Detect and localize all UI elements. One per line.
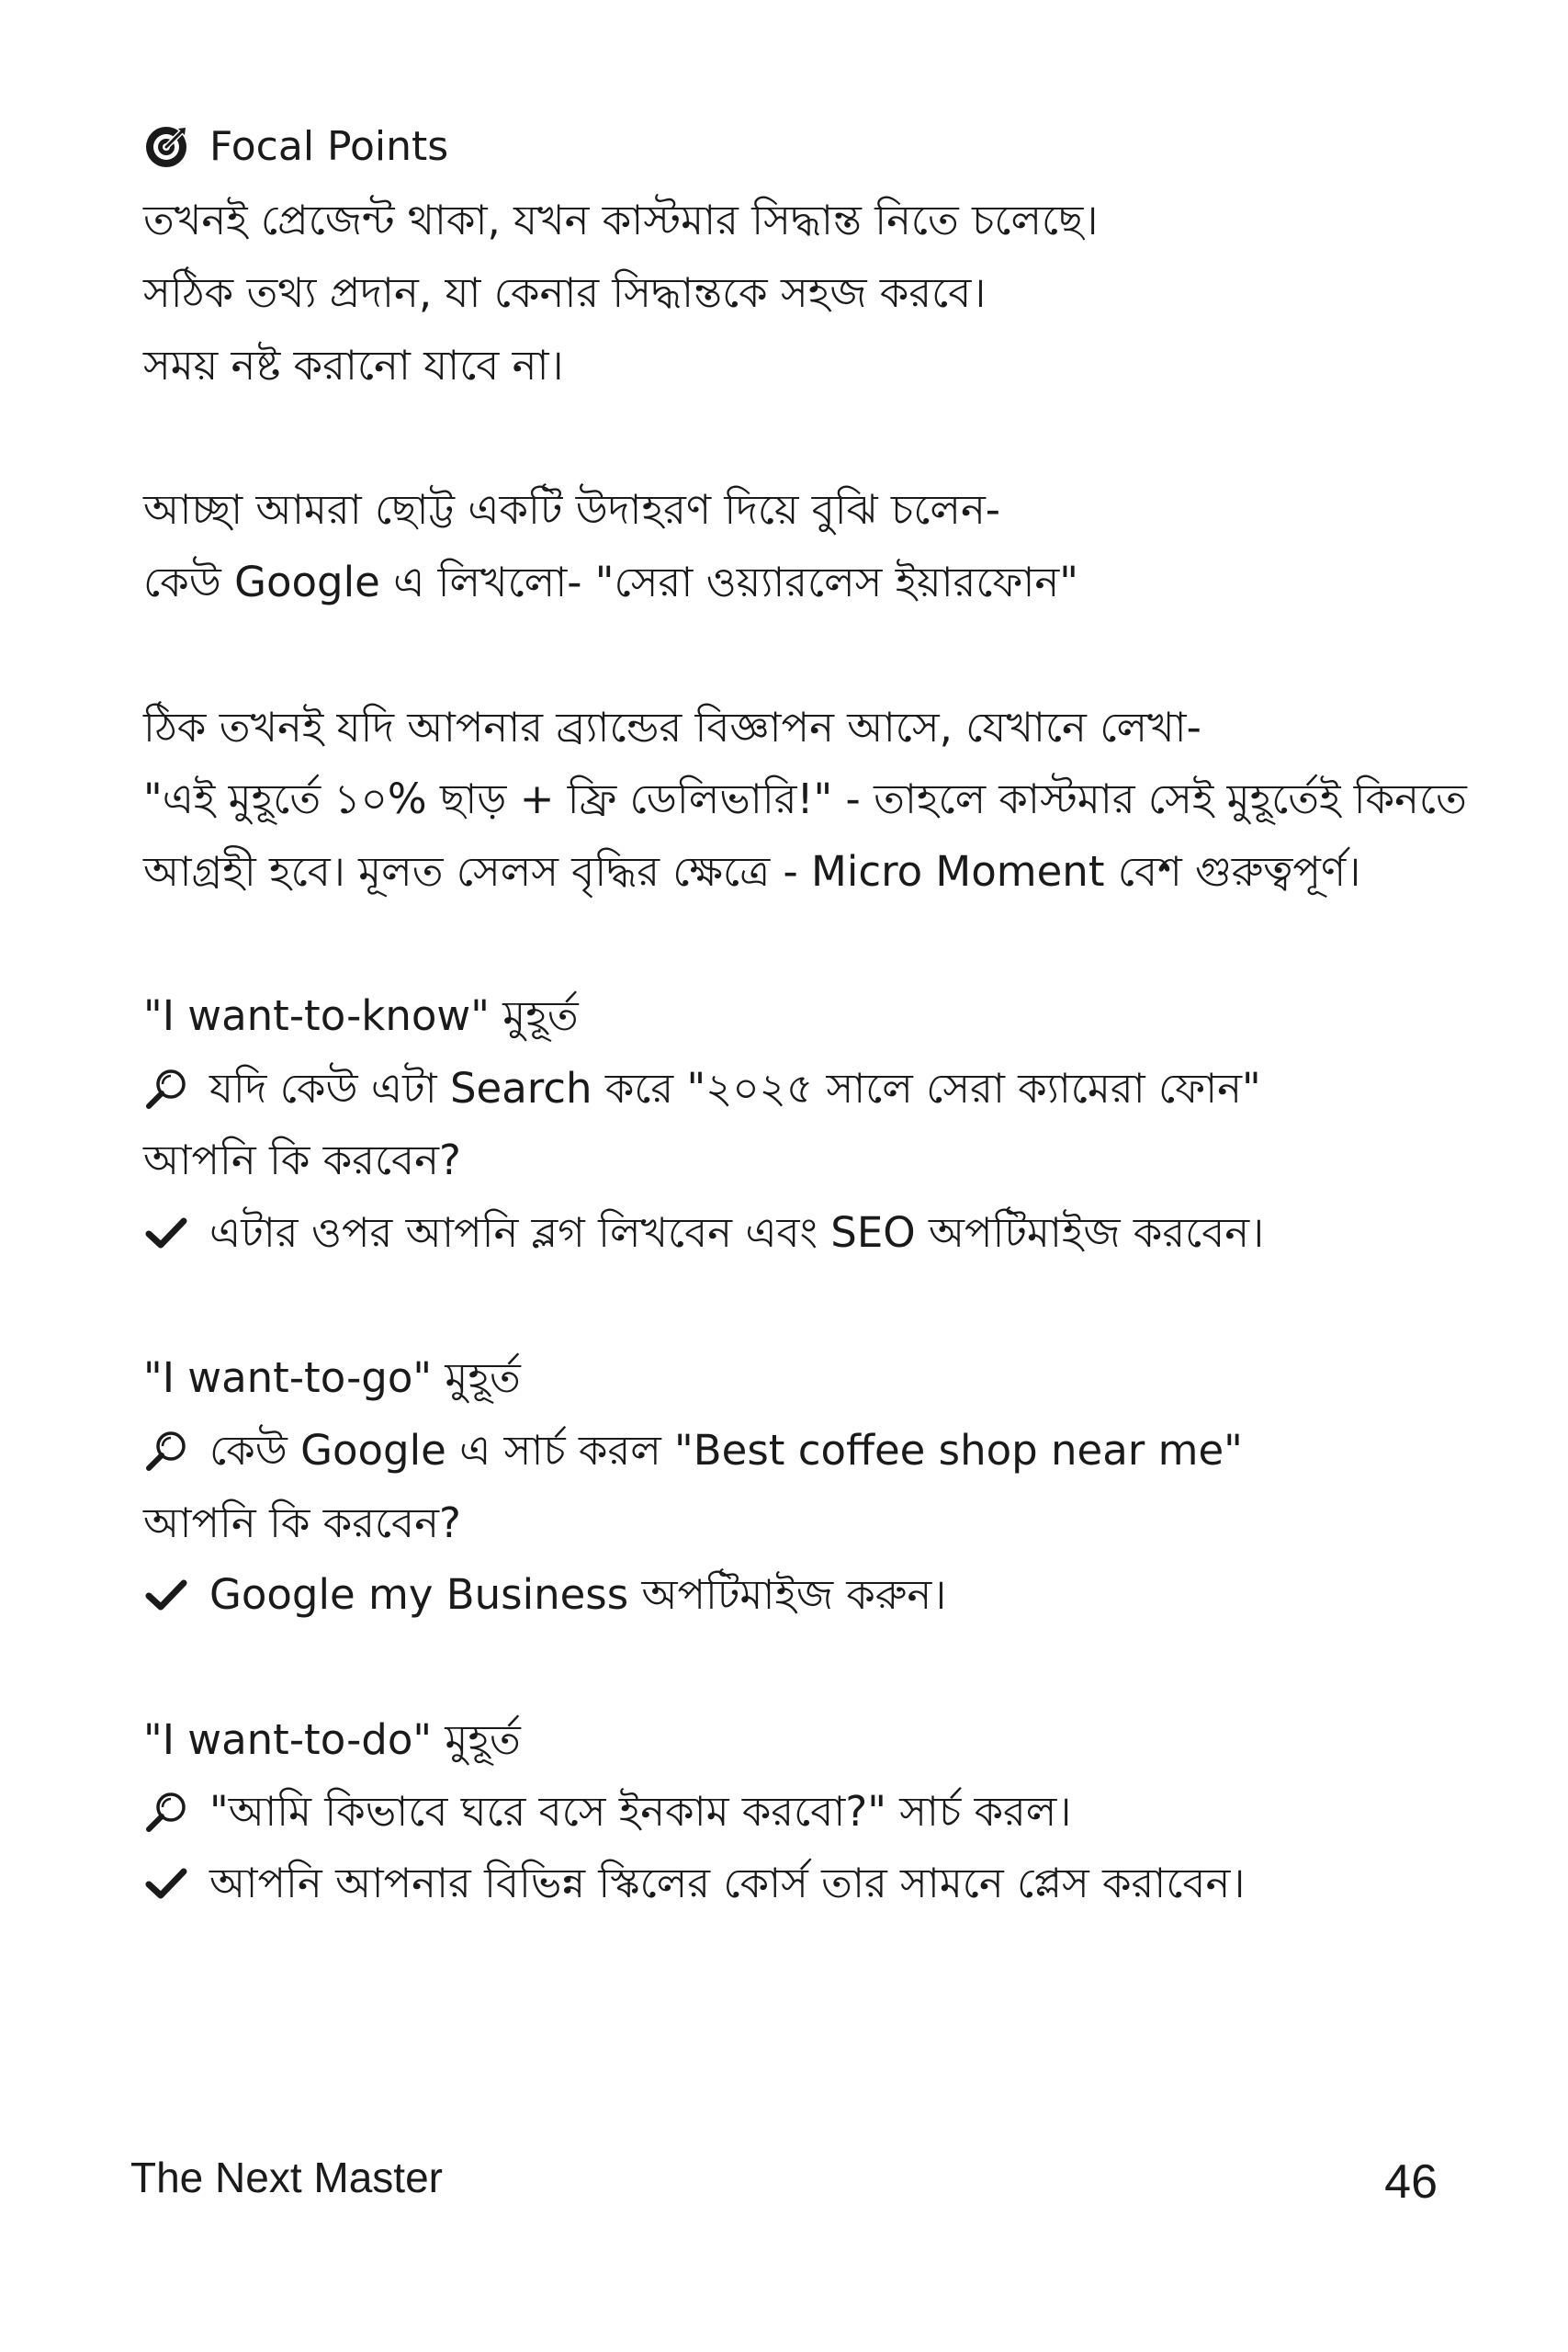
moment-go-search-text: কেউ Google এ সার্চ করল "Best coffee shop near me" bbox=[209, 1426, 1243, 1475]
moment-know-answer bbox=[143, 1205, 1264, 1261]
moment-know-question: আপনি কি করবেন? bbox=[143, 1136, 461, 1184]
moment-do-answer bbox=[143, 1856, 1245, 1911]
moment-go-answer-text: Google my Business অপটিমাইজ করুন। bbox=[209, 1570, 947, 1619]
checkmark-icon bbox=[143, 1210, 189, 1256]
example-line-1: আচ্ছা আমরা ছোট্ট একটি উদাহরণ দিয়ে বুঝি চলেন- bbox=[143, 485, 1001, 534]
magnifier-icon bbox=[143, 1066, 189, 1112]
moment-know-search-text: যদি কেউ এটা Search করে "২০২৫ সালে সেরা ক্যামেরা ফোন" bbox=[209, 1064, 1261, 1113]
magnifier-icon bbox=[143, 1789, 189, 1835]
focal-points-heading bbox=[143, 119, 448, 175]
focal-line-2: সঠিক তথ্য প্রদান, যা কেনার সিদ্ধান্তকে সহজ করবে। bbox=[143, 268, 987, 317]
example-line-2: কেউ Google এ লিখলো- "সেরা ওয়্যারলেস ইয়ারফোন" bbox=[143, 558, 1078, 606]
moment-know-answer-text: এটার ওপর আপনি ব্লগ লিখবেন এবং SEO অপটিমাইজ করবেন। bbox=[209, 1208, 1265, 1257]
moment-do-search bbox=[143, 1784, 1071, 1839]
ad-line-3: আগ্রহী হবে। মূলত সেলস বৃদ্ধির ক্ষেত্রে - Micro Moment বেশ গুরুত্বপূর্ণ। bbox=[143, 847, 1361, 896]
book-title-footer: The Next Master bbox=[130, 2154, 443, 2201]
checkmark-icon bbox=[143, 1860, 189, 1906]
focal-points-title: Focal Points bbox=[209, 123, 449, 170]
checkmark-icon bbox=[143, 1572, 189, 1618]
moment-go-search bbox=[143, 1423, 1243, 1478]
target-icon bbox=[143, 124, 189, 170]
magnifier-icon bbox=[143, 1428, 189, 1474]
ad-line-1: ঠিক তখনই যদি আপনার ব্র্যান্ডের বিজ্ঞাপন আসে, যেখানে লেখা- bbox=[143, 703, 1201, 752]
moment-know-search bbox=[143, 1061, 1261, 1116]
page-number: 46 bbox=[1384, 2155, 1438, 2209]
ad-line-2: "এই মুহূর্তে ১০% ছাড় + ফ্রি ডেলিভারি!" - তাহলে কাস্টমার সেই মুহূর্তেই কিনতে bbox=[143, 775, 1467, 823]
moment-go-question: আপনি কি করবেন? bbox=[143, 1498, 461, 1547]
moment-know-heading: "I want-to-know" মুহূর্ত bbox=[143, 991, 579, 1040]
focal-line-3: সময় নষ্ট করানো যাবে না। bbox=[143, 341, 564, 390]
moment-do-search-text: "আমি কিভাবে ঘরে বসে ইনকাম করবো?" সার্চ করল। bbox=[209, 1787, 1072, 1836]
moment-go-heading: "I want-to-go" মুহূর্ত bbox=[143, 1353, 521, 1402]
focal-line-1: তখনই প্রেজেন্ট থাকা, যখন কাস্টমার সিদ্ধান্ত নিতে চলেছে। bbox=[143, 196, 1099, 244]
moment-go-answer bbox=[143, 1567, 946, 1623]
moment-do-heading: "I want-to-do" মুহূর্ত bbox=[143, 1715, 521, 1764]
moment-do-answer-text: আপনি আপনার বিভিন্ন স্কিলের কোর্স তার সামনে প্লেস করাবেন। bbox=[209, 1859, 1246, 1907]
